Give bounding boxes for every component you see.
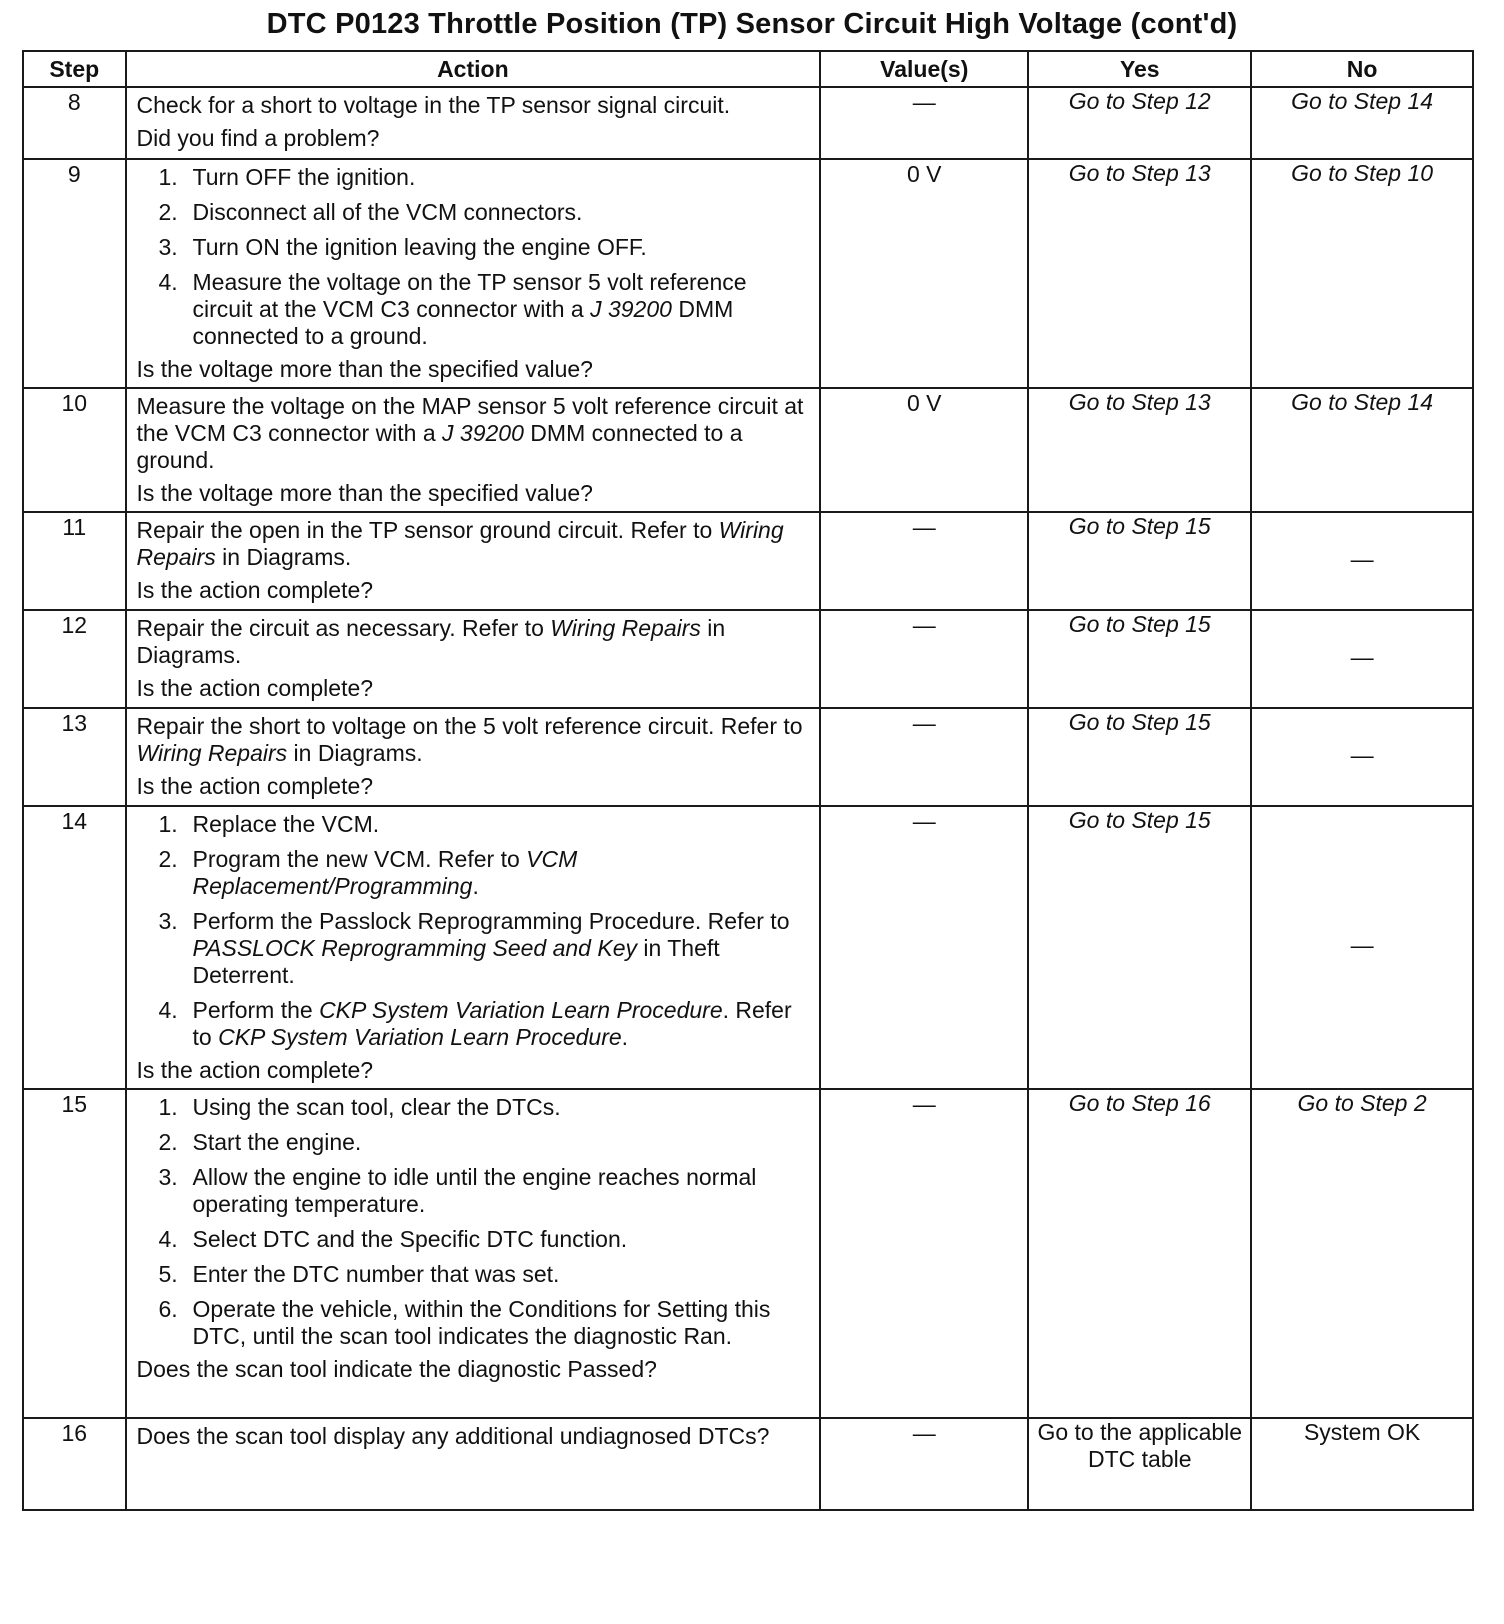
- step-number: 15: [23, 1089, 126, 1418]
- header-no: No: [1251, 51, 1473, 87]
- action-question: Is the action complete?: [136, 577, 374, 603]
- no-cell: —: [1251, 806, 1473, 1089]
- value-cell: —: [820, 512, 1028, 610]
- table-row: [23, 610, 1473, 708]
- action-text: Measure the voltage on the MAP sensor 5 volt reference circuit at the VCM C3 connector with a J 39200 DMM connected to a ground.: [136, 393, 804, 473]
- action-cell: [126, 87, 821, 159]
- yes-cell: Go to Step 16: [1028, 1089, 1251, 1418]
- yes-cell: Go to the applicable DTC table: [1028, 1418, 1251, 1510]
- list-item: 2. Start the engine.: [158, 1129, 362, 1155]
- value-cell: —: [820, 610, 1028, 708]
- value-cell: —: [820, 1089, 1028, 1418]
- action-question: Did you find a problem?: [136, 125, 380, 151]
- action-question: Is the voltage more than the specified value?: [136, 356, 593, 382]
- no-cell: —: [1251, 610, 1473, 708]
- no-cell: Go to Step 14: [1251, 388, 1473, 512]
- value-cell: 0 V: [820, 159, 1028, 388]
- table-row: [23, 159, 1473, 388]
- table-row: [23, 1089, 1473, 1418]
- no-cell: Go to Step 14: [1251, 87, 1473, 159]
- action-question: Is the action complete?: [136, 1057, 374, 1083]
- action-cell: [126, 512, 821, 610]
- no-cell: Go to Step 10: [1251, 159, 1473, 388]
- header-action: Action: [126, 51, 821, 87]
- list-item: 2. Program the new VCM. Refer to VCM Replacement/Programming.: [158, 846, 578, 899]
- action-cell: [126, 1418, 821, 1510]
- yes-cell: Go to Step 12: [1028, 87, 1251, 159]
- step-number: 10: [23, 388, 126, 512]
- list-item: 4. Perform the CKP System Variation Learn Procedure. Refer to CKP System Variation Learn Procedure.: [158, 997, 792, 1050]
- list-item: 3. Allow the engine to idle until the engine reaches normal operating temperature.: [158, 1164, 757, 1217]
- action-text: Does the scan tool display any additional undiagnosed DTCs?: [136, 1423, 770, 1449]
- action-cell: [126, 610, 821, 708]
- header-values: Value(s): [820, 51, 1028, 87]
- list-item: 2. Disconnect all of the VCM connectors.: [158, 199, 583, 225]
- action-question: Is the voltage more than the specified value?: [136, 480, 593, 506]
- list-item: 1. Using the scan tool, clear the DTCs.: [158, 1094, 561, 1120]
- action-steps: [137, 164, 810, 350]
- action-text: Repair the open in the TP sensor ground circuit. Refer to Wiring Repairs in Diagrams.: [136, 517, 784, 570]
- action-text: Check for a short to voltage in the TP sensor signal circuit.: [136, 92, 731, 118]
- action-cell: [126, 806, 821, 1089]
- value-cell: —: [820, 806, 1028, 1089]
- step-number: 8: [23, 87, 126, 159]
- no-cell: System OK: [1251, 1418, 1473, 1510]
- no-cell: —: [1251, 708, 1473, 806]
- step-number: 14: [23, 806, 126, 1089]
- list-item: 4. Measure the voltage on the TP sensor 5 volt reference circuit at the VCM C3 connector with a J 39200 DMM connected to a ground.: [158, 269, 747, 349]
- yes-cell: Go to Step 15: [1028, 708, 1251, 806]
- table-row: [23, 87, 1473, 159]
- step-number: 13: [23, 708, 126, 806]
- yes-cell: Go to Step 13: [1028, 388, 1251, 512]
- list-item: 6. Operate the vehicle, within the Conditions for Setting this DTC, until the scan tool indicates the diagnostic Ran.: [158, 1296, 771, 1349]
- action-cell: [126, 159, 821, 388]
- step-number: 9: [23, 159, 126, 388]
- action-question: Is the action complete?: [136, 675, 374, 701]
- no-cell: Go to Step 2: [1251, 1089, 1473, 1418]
- table-row: [23, 512, 1473, 610]
- value-cell: —: [820, 1418, 1028, 1510]
- action-text: Repair the short to voltage on the 5 volt reference circuit. Refer to Wiring Repairs in Diagrams.: [136, 713, 803, 766]
- step-number: 11: [23, 512, 126, 610]
- action-cell: [126, 388, 821, 512]
- header-row: [23, 51, 1473, 87]
- no-cell: —: [1251, 512, 1473, 610]
- list-item: 1. Turn OFF the ignition.: [158, 164, 416, 190]
- yes-cell: Go to Step 13: [1028, 159, 1251, 388]
- diagnostic-table: [22, 50, 1474, 1511]
- list-item: 3. Turn ON the ignition leaving the engine OFF.: [158, 234, 647, 260]
- list-item: 1. Replace the VCM.: [158, 811, 380, 837]
- page-title: DTC P0123 Throttle Position (TP) Sensor Circuit High Voltage (cont'd): [266, 8, 1238, 40]
- table-row: [23, 806, 1473, 1089]
- yes-cell: Go to Step 15: [1028, 610, 1251, 708]
- action-steps: [137, 1094, 810, 1350]
- table-row: [23, 1418, 1473, 1510]
- action-text: Repair the circuit as necessary. Refer to Wiring Repairs in Diagrams.: [136, 615, 726, 668]
- header-yes: Yes: [1028, 51, 1251, 87]
- list-item: 5. Enter the DTC number that was set.: [158, 1261, 560, 1287]
- action-question: Is the action complete?: [136, 773, 374, 799]
- value-cell: 0 V: [820, 388, 1028, 512]
- step-number: 16: [23, 1418, 126, 1510]
- action-steps: [137, 811, 810, 1051]
- table-row: [23, 708, 1473, 806]
- header-step: Step: [23, 51, 126, 87]
- step-number: 12: [23, 610, 126, 708]
- list-item: 3. Perform the Passlock Reprogramming Procedure. Refer to PASSLOCK Reprogramming Seed and Key in Theft Deterrent.: [158, 908, 790, 988]
- value-cell: —: [820, 87, 1028, 159]
- table-row: [23, 388, 1473, 512]
- list-item: 4. Select DTC and the Specific DTC function.: [158, 1226, 628, 1252]
- yes-cell: Go to Step 15: [1028, 806, 1251, 1089]
- yes-cell: Go to Step 15: [1028, 512, 1251, 610]
- action-cell: [126, 708, 821, 806]
- action-cell: [126, 1089, 821, 1418]
- action-question: Does the scan tool indicate the diagnostic Passed?: [136, 1356, 657, 1382]
- value-cell: —: [820, 708, 1028, 806]
